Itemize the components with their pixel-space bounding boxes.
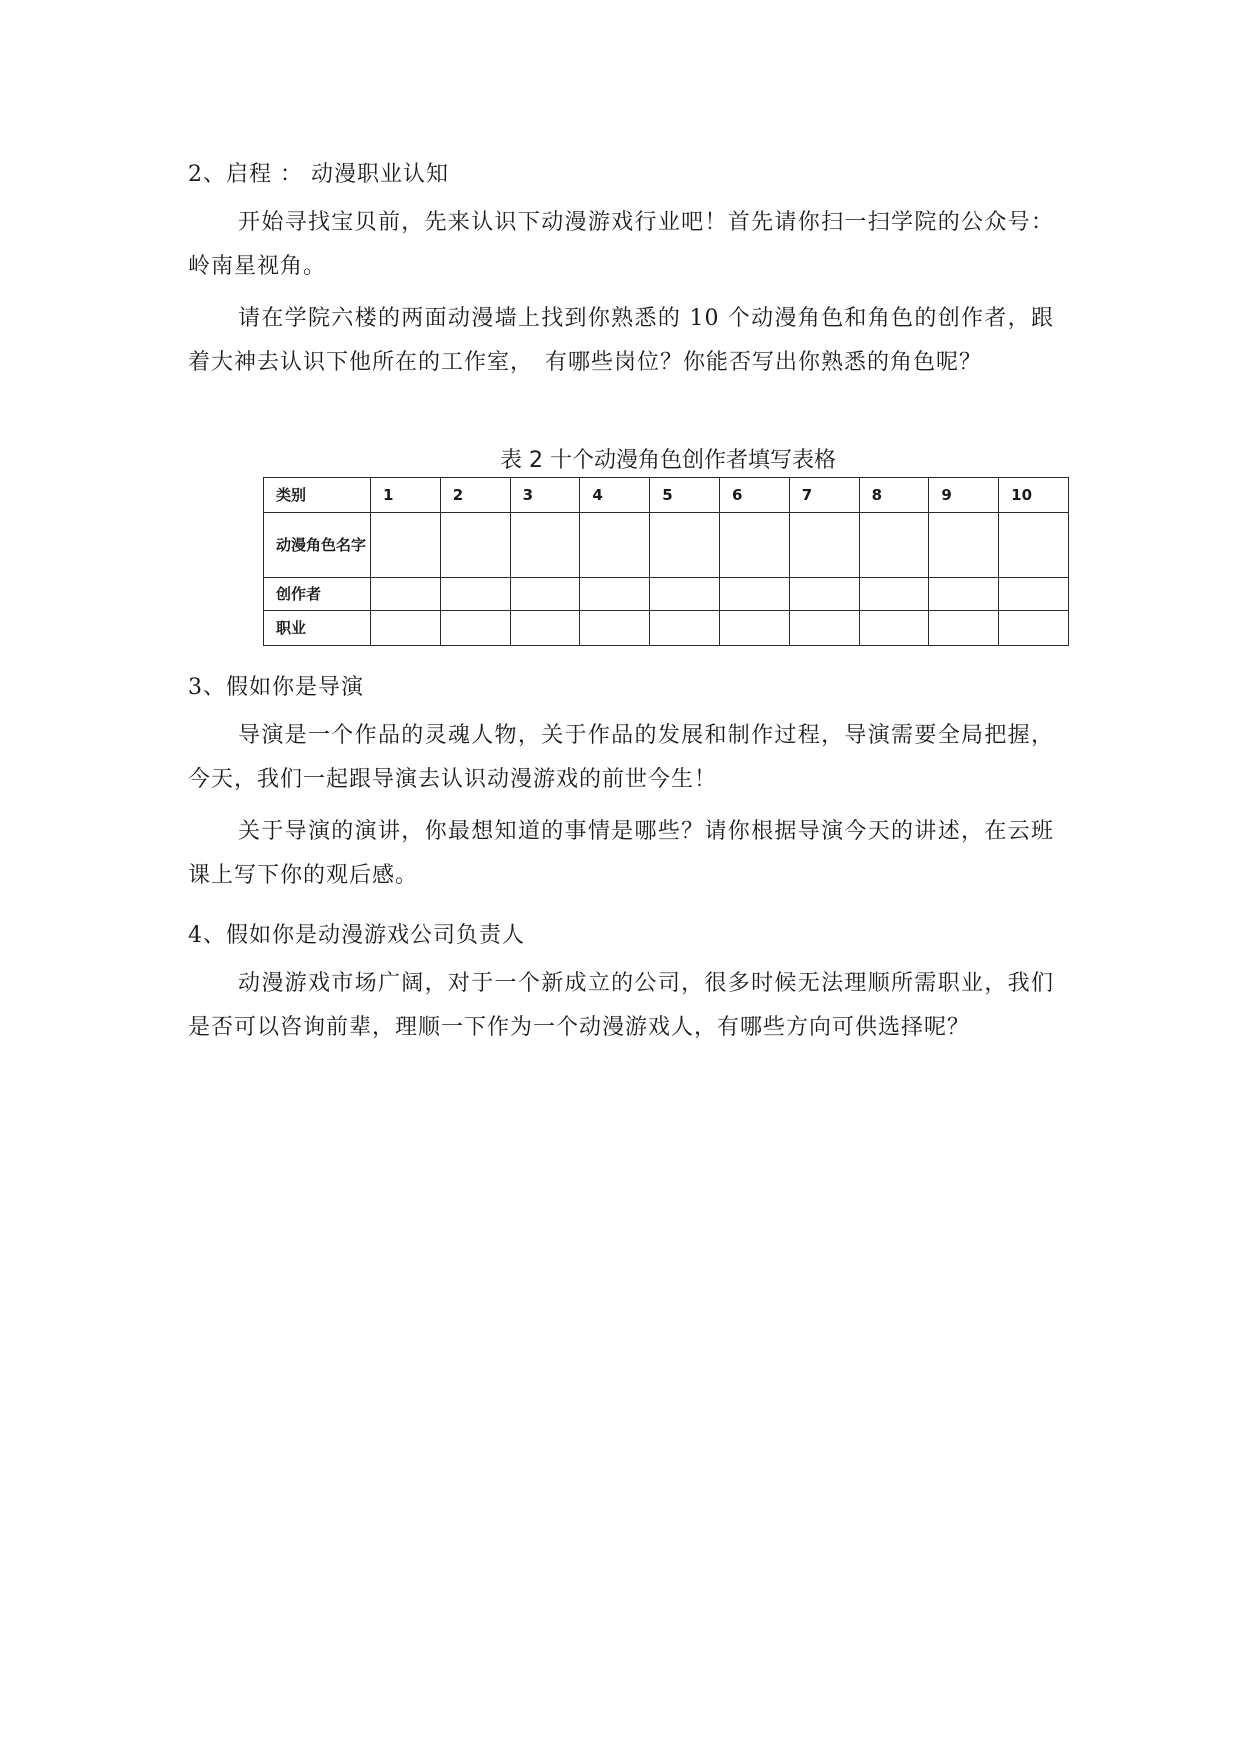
blank-cell[interactable] <box>999 611 1069 646</box>
table-header-row <box>264 478 1069 513</box>
table-header-cell: 6 <box>719 478 789 513</box>
blank-cell[interactable] <box>719 513 789 578</box>
blank-cell[interactable] <box>719 611 789 646</box>
blank-cell[interactable] <box>580 578 650 611</box>
blank-cell[interactable] <box>789 611 859 646</box>
blank-cell[interactable] <box>859 578 929 611</box>
blank-cell[interactable] <box>580 611 650 646</box>
blank-cell[interactable] <box>371 513 441 578</box>
table-header-cell: 1 <box>371 478 441 513</box>
table-row <box>264 611 1069 646</box>
blank-cell[interactable] <box>859 513 929 578</box>
blank-cell[interactable] <box>650 513 720 578</box>
section-2-heading: 2、启程 ： 动漫职业认知 <box>188 162 449 187</box>
table-header-cell: 8 <box>859 478 929 513</box>
blank-cell[interactable] <box>440 578 510 611</box>
blank-cell[interactable] <box>650 611 720 646</box>
row-label-character-name: 动漫角色名字 <box>264 513 371 578</box>
table-row <box>264 513 1069 578</box>
blank-cell[interactable] <box>371 611 441 646</box>
table-header-cell: 10 <box>999 478 1069 513</box>
table-header-cell: 3 <box>510 478 580 513</box>
table-2 <box>263 477 1069 646</box>
table-header-cell: 5 <box>650 478 720 513</box>
table-header-cell: 2 <box>440 478 510 513</box>
blank-cell[interactable] <box>440 611 510 646</box>
section-3-paragraph-2: 关于导演的演讲，你最想知道的事情是哪些？请你根据导演今天的讲述，在云班课上写下你的观后感。 <box>188 819 1054 888</box>
blank-cell[interactable] <box>650 578 720 611</box>
blank-cell[interactable] <box>929 578 999 611</box>
section-3-paragraph-1: 导演是一个作品的灵魂人物，关于作品的发展和制作过程，导演需要全局把握，今天，我们一起跟导演去认识动漫游戏的前世今生！ <box>188 723 1054 792</box>
table-header-cell: 9 <box>929 478 999 513</box>
table-header-cell: 7 <box>789 478 859 513</box>
blank-cell[interactable] <box>789 578 859 611</box>
blank-cell[interactable] <box>719 578 789 611</box>
table-2-caption: 表 2 十个动漫角色创作者填写表格 <box>500 448 836 473</box>
table-header-cell: 类别 <box>264 478 371 513</box>
blank-cell[interactable] <box>859 611 929 646</box>
blank-cell[interactable] <box>999 513 1069 578</box>
table-row <box>264 578 1069 611</box>
row-label-occupation: 职业 <box>264 611 371 646</box>
blank-cell[interactable] <box>510 611 580 646</box>
section-2-paragraph-1: 开始寻找宝贝前，先来认识下动漫游戏行业吧！首先请你扫一扫学院的公众号：岭南星视角。 <box>188 210 1054 279</box>
section-2-paragraph-2: 请在学院六楼的两面动漫墙上找到你熟悉的 10 个动漫角色和角色的创作者，跟着大神去认识下他所在的工作室， 有哪些岗位？你能否写出你熟悉的角色呢？ <box>188 306 1054 375</box>
section-4-paragraph-1: 动漫游戏市场广阔，对于一个新成立的公司，很多时候无法理顺所需职业，我们是否可以咨询前辈，理顺一下作为一个动漫游戏人，有哪些方向可供选择呢？ <box>188 971 1054 1040</box>
blank-cell[interactable] <box>440 513 510 578</box>
row-label-creator: 创作者 <box>264 578 371 611</box>
blank-cell[interactable] <box>371 578 441 611</box>
blank-cell[interactable] <box>929 513 999 578</box>
blank-cell[interactable] <box>510 578 580 611</box>
section-4-heading: 4、假如你是动漫游戏公司负责人 <box>188 923 525 948</box>
blank-cell[interactable] <box>789 513 859 578</box>
section-3-heading: 3、假如你是导演 <box>188 675 364 700</box>
blank-cell[interactable] <box>580 513 650 578</box>
table-header-cell: 4 <box>580 478 650 513</box>
blank-cell[interactable] <box>929 611 999 646</box>
blank-cell[interactable] <box>510 513 580 578</box>
blank-cell[interactable] <box>999 578 1069 611</box>
